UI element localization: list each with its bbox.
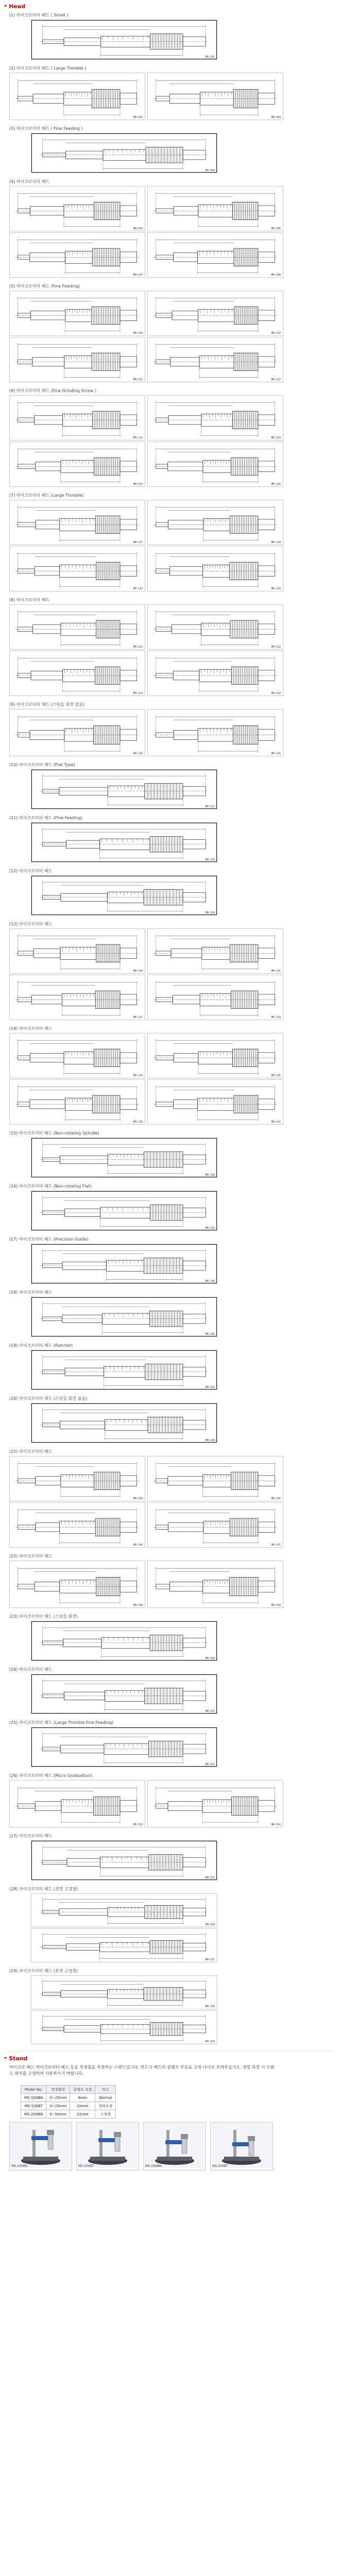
dimension-drawing (9, 1780, 145, 1827)
item-caption: (22) 마이크로미터 헤드 (9, 1554, 53, 1558)
micrometer-head-drawing (10, 709, 145, 756)
figure-id: MH-116 (271, 483, 281, 486)
micrometer-head-drawing (10, 396, 145, 440)
table-cell: 0~25mm (46, 2094, 70, 2102)
micrometer-head-drawing (10, 1781, 145, 1827)
stand-spec-table (21, 2085, 116, 2119)
micrometer-head-drawing (148, 73, 283, 120)
item-caption: (17) 마이크로미터 헤드 (Precision Guide) (9, 1237, 89, 1242)
dimension-drawing (9, 1502, 145, 1548)
table-row (21, 2094, 116, 2102)
stand-post-icon (144, 2123, 206, 2170)
dimension-drawing (31, 1975, 217, 2009)
micrometer-head-drawing (10, 651, 145, 696)
dimension-drawing (9, 651, 145, 696)
dimension-drawing (9, 395, 145, 440)
dimension-drawing (147, 1079, 283, 1125)
figure-id: MH-142 (205, 1386, 215, 1389)
item-caption: (8) 마이크로미터 헤드 (9, 598, 50, 602)
micrometer-head-drawing (10, 1456, 145, 1501)
dimension-drawing (147, 1780, 283, 1827)
item-caption: (2) 마이크로미터 헤드 ( Large Thimble ) (9, 66, 87, 71)
table-cell: 12mm (70, 2110, 95, 2119)
figure-id: MH-153 (133, 1823, 143, 1826)
micrometer-head-drawing (148, 929, 283, 973)
figure-id: MH-147 (271, 1544, 281, 1547)
micrometer-head-drawing (148, 547, 283, 591)
figure-id: MH-108 (271, 274, 281, 277)
micrometer-head-drawing (10, 337, 145, 382)
micrometer-head-drawing (10, 73, 145, 120)
dimension-drawing (147, 73, 283, 120)
figure-id: MH-151 (205, 1710, 215, 1713)
micrometer-head-drawing (31, 1894, 217, 1927)
figure-id: MH-148 (133, 1604, 143, 1607)
figure-id: MH-105 (133, 227, 143, 230)
item-caption: (11) 마이크로미터 헤드 (Fine Feeding) (9, 816, 83, 820)
item-caption: (9) 마이크로미터 헤드 (스핀들 회전 없음) (9, 702, 85, 707)
table-row (21, 2110, 116, 2119)
micrometer-head-drawing (148, 651, 283, 696)
table-cell: MS-100BT (21, 2102, 46, 2110)
item-caption: (28) 마이크로미터 헤드 (전면 고정형) (9, 1887, 78, 1891)
micrometer-head-drawing (10, 291, 145, 335)
figure-id: MH-152 (205, 1763, 215, 1766)
dimension-drawing (9, 186, 145, 231)
section-heading-text: Stand (9, 2055, 28, 2062)
dimension-drawing (31, 1297, 217, 1337)
micrometer-head-drawing (31, 823, 217, 862)
section-heading (4, 3, 25, 10)
figure-id: MH-125 (133, 752, 143, 755)
dimension-drawing (31, 1727, 217, 1767)
figure-id: MH-102 (133, 116, 143, 119)
figure-id: MH-140 (205, 1280, 215, 1283)
item-caption: (19) 마이크로미터 헤드 (Ratchet) (9, 1343, 73, 1348)
micrometer-head-drawing (148, 233, 283, 277)
micrometer-head-drawing (31, 133, 217, 173)
dimension-drawing (9, 709, 145, 756)
item-caption: (6) 마이크로미터 헤드 (Fine Grinding Screw ) (9, 388, 97, 393)
figure-id: MH-112 (271, 378, 281, 381)
dimension-drawing (9, 975, 145, 1020)
dimension-drawing (147, 709, 283, 756)
dimension-drawing (147, 975, 283, 1020)
dimension-drawing (9, 604, 145, 650)
dimension-drawing (31, 20, 217, 60)
stand-tilt-icon (77, 2123, 139, 2170)
micrometer-head-drawing (148, 442, 283, 486)
figure-id: MH-103 (271, 116, 281, 119)
micrometer-head-drawing (10, 1561, 145, 1607)
item-caption: (25) 마이크로미터 헤드 (Large Thimble Fine Feeding) (9, 1720, 114, 1725)
figure-id: MH-104 (205, 169, 215, 172)
figure-id: MH-154 (271, 1823, 281, 1826)
micrometer-head-drawing (148, 1033, 283, 1078)
stand-photo-label: MS-100BT (78, 2164, 94, 2168)
dimension-drawing (147, 928, 283, 974)
dimension-drawing (31, 1403, 217, 1443)
table-cell: 10mm (70, 2102, 95, 2110)
stand-description: 마이크로 헤드 마이크로미터 헤드 등을 측정물을 측정하는 스탠드입니다. 반드시 헤드의 클램프 부분을 고정 나사로 조여주십시오. 정밀 측정 시 스탠드 위치를 고정하여 사용하시기 바랍니다. (9, 2065, 275, 2076)
micrometer-head-drawing (31, 1674, 217, 1714)
dimension-drawing (31, 822, 217, 862)
table-cell: MS-200BN (21, 2110, 46, 2119)
dimension-drawing (9, 337, 145, 382)
figure-id: MH-114 (271, 436, 281, 439)
stand-photo (210, 2122, 273, 2171)
section-heading-text: Head (9, 3, 26, 10)
micrometer-head-drawing (10, 1033, 145, 1078)
figure-id: MH-107 (133, 274, 143, 277)
figure-id: MH-113 (133, 436, 143, 439)
figure-id: MH-158 (205, 2005, 215, 2008)
dimension-drawing (9, 291, 145, 336)
figure-id: MH-141 (205, 1333, 215, 1336)
dimension-drawing (9, 1079, 145, 1125)
figure-id: MH-110 (271, 332, 281, 335)
table-header-cell: 클램프 직경 (70, 2086, 95, 2094)
item-caption: (5) 마이크로미터 헤드 (Fine Feeding) (9, 284, 80, 289)
stand-photo (76, 2122, 139, 2171)
micrometer-head-drawing (31, 1976, 217, 2009)
dimension-drawing (147, 546, 283, 591)
dimension-drawing (147, 1502, 283, 1548)
dimension-drawing (9, 1033, 145, 1078)
dimension-drawing (31, 1621, 217, 1661)
micrometer-head-drawing (31, 1403, 217, 1443)
item-caption: (1) 마이크로미터 헤드 ( Small ) (9, 13, 69, 18)
micrometer-head-drawing (31, 1138, 217, 1177)
figure-id: MH-101 (205, 56, 215, 59)
dimension-drawing (9, 73, 145, 120)
figure-id: MH-120 (271, 587, 281, 590)
table-cell: 0~25mm (46, 2102, 70, 2110)
stand-photo-label: MS-200BT (212, 2164, 228, 2168)
figure-id: MH-156 (205, 1923, 215, 1926)
figure-id: MH-129 (205, 911, 215, 914)
dimension-drawing (31, 1928, 217, 1962)
dimension-drawing (9, 442, 145, 487)
dimension-drawing (9, 546, 145, 591)
dimension-drawing (147, 232, 283, 278)
micrometer-head-drawing (31, 1621, 217, 1660)
dimension-drawing (31, 2010, 217, 2044)
micrometer-head-drawing (148, 1456, 283, 1501)
dimension-drawing (31, 1893, 217, 1927)
dimension-drawing (147, 186, 283, 231)
dimension-drawing (9, 1561, 145, 1608)
dimension-drawing (9, 1456, 145, 1501)
item-caption: (15) 마이크로미터 헤드 (Non-rotating Spindle) (9, 1131, 99, 1136)
table-row (21, 2102, 116, 2110)
figure-id: MH-143 (205, 1439, 215, 1442)
item-caption: (3) 마이크로미터 헤드 ( Fine Feeding ) (9, 126, 83, 131)
figure-id: MH-157 (205, 1958, 215, 1961)
item-caption: (23) 마이크로미터 헤드 (스핀들 회전) (9, 1614, 78, 1619)
dimension-drawing (147, 651, 283, 696)
micrometer-head-drawing (31, 1297, 217, 1336)
micrometer-head-drawing (31, 876, 217, 915)
dimension-drawing (147, 395, 283, 440)
stand-flat-icon (10, 2123, 72, 2170)
dimension-drawing (147, 1456, 283, 1501)
table-header-cell: 측정범위 (46, 2086, 70, 2094)
figure-id: MH-124 (271, 692, 281, 695)
table-cell: 고정형 (95, 2110, 116, 2119)
figure-id: MH-155 (205, 1876, 215, 1879)
micrometer-head-drawing (148, 1080, 283, 1124)
dimension-drawing (31, 1674, 217, 1714)
dimension-drawing (147, 442, 283, 487)
figure-id: MH-159 (205, 2040, 215, 2043)
dimension-drawing (147, 337, 283, 382)
figure-id: MH-126 (271, 752, 281, 755)
dimension-drawing (31, 1350, 217, 1390)
figure-id: MH-130 (133, 970, 143, 973)
figure-id: MH-115 (133, 483, 143, 486)
dimension-drawing (147, 291, 283, 336)
figure-id: MH-119 (133, 587, 143, 590)
section-heading (4, 2055, 28, 2062)
micrometer-head-drawing (31, 770, 217, 809)
dimension-drawing (147, 1033, 283, 1078)
stand-photo (9, 2122, 72, 2171)
stand-photo-label: MS-200BN (145, 2164, 162, 2168)
dimension-drawing (31, 1191, 217, 1231)
figure-id: MH-118 (271, 541, 281, 544)
item-caption: (29) 마이크로미터 헤드 (후면 고정형) (9, 1969, 78, 1973)
micrometer-head-drawing (10, 605, 145, 649)
figure-id: MH-135 (271, 1074, 281, 1077)
figure-id: MH-121 (133, 646, 143, 649)
dimension-drawing (31, 133, 217, 173)
micrometer-head-drawing (10, 500, 145, 545)
stand-photo-label: MS-100BN (11, 2164, 28, 2168)
item-caption: (13) 마이크로미터 헤드 (9, 922, 53, 926)
micrometer-head-drawing (31, 1929, 217, 1962)
figure-id: MH-122 (271, 646, 281, 649)
micrometer-head-drawing (148, 709, 283, 756)
micrometer-head-drawing (10, 187, 145, 231)
stand-ring-icon (211, 2123, 272, 2170)
item-caption: (10) 마이크로미터 헤드 (Flat Type) (9, 762, 75, 767)
micrometer-head-drawing (148, 1561, 283, 1607)
figure-id: MH-149 (271, 1604, 281, 1607)
micrometer-head-drawing (31, 1727, 217, 1767)
table-cell: Normal (95, 2094, 116, 2102)
micrometer-head-drawing (31, 2011, 217, 2044)
item-caption: (24) 마이크로미터 헤드 (9, 1667, 53, 1672)
micrometer-head-drawing (148, 1781, 283, 1827)
figure-id: MH-138 (205, 1174, 215, 1177)
figure-id: MH-136 (133, 1121, 143, 1124)
dimension-drawing (147, 1561, 283, 1608)
micrometer-head-drawing (148, 1503, 283, 1547)
dimension-drawing (31, 875, 217, 916)
section-marker-icon: * (4, 4, 7, 10)
figure-id: MH-109 (133, 332, 143, 335)
micrometer-head-drawing (10, 233, 145, 277)
micrometer-head-drawing (10, 975, 145, 1020)
micrometer-head-drawing (148, 187, 283, 231)
figure-id: MH-111 (133, 378, 143, 381)
micrometer-head-drawing (148, 337, 283, 382)
dimension-drawing (31, 769, 217, 809)
item-caption: (27) 마이크로미터 헤드 (9, 1834, 53, 1838)
figure-id: MH-134 (133, 1074, 143, 1077)
table-header-cell: 비고 (95, 2086, 116, 2094)
item-caption: (26) 마이크로미터 헤드 (Micro Graduation) (9, 1773, 92, 1778)
item-caption: (12) 마이크로미터 헤드 (9, 869, 53, 873)
figure-id: MH-127 (205, 805, 215, 808)
dimension-drawing (9, 928, 145, 974)
micrometer-head-drawing (148, 396, 283, 440)
micrometer-head-drawing (31, 1244, 217, 1283)
micrometer-head-drawing (10, 1503, 145, 1547)
micrometer-head-drawing (10, 442, 145, 486)
table-cell: 8mm (70, 2094, 95, 2102)
micrometer-head-drawing (10, 929, 145, 973)
figure-id: MH-132 (133, 1016, 143, 1019)
dimension-drawing (31, 1244, 217, 1284)
dimension-drawing (31, 1138, 217, 1178)
figure-id: MH-145 (271, 1497, 281, 1500)
figure-id: MH-123 (133, 692, 143, 695)
micrometer-head-drawing (148, 291, 283, 335)
micrometer-head-drawing (31, 1841, 217, 1880)
item-caption: (14) 마이크로미터 헤드 (9, 1026, 53, 1031)
table-header-row (21, 2086, 116, 2094)
figure-id: MH-144 (133, 1497, 143, 1500)
micrometer-head-drawing (31, 20, 217, 59)
item-caption: (16) 마이크로미터 헤드 (Non-rotating Flat) (9, 1184, 92, 1189)
figure-id: MH-128 (205, 858, 215, 861)
dimension-drawing (9, 500, 145, 545)
micrometer-head-drawing (31, 1350, 217, 1389)
micrometer-head-drawing (148, 500, 283, 545)
micrometer-head-drawing (148, 605, 283, 649)
figure-id: MH-150 (205, 1657, 215, 1660)
table-cell: 상하조정 (95, 2102, 116, 2110)
item-caption: (4) 마이크로미터 헤드 (9, 179, 50, 184)
table-cell: MS-100BN (21, 2094, 46, 2102)
figure-id: MH-139 (205, 1227, 215, 1230)
dimension-drawing (31, 1840, 217, 1880)
figure-id: MH-106 (271, 227, 281, 230)
item-caption: (20) 마이크로미터 헤드 (스핀들 회전 없음) (9, 1396, 88, 1401)
section-divider (4, 2051, 334, 2052)
figure-id: MH-133 (271, 1016, 281, 1019)
dimension-drawing (9, 232, 145, 278)
micrometer-head-drawing (10, 1080, 145, 1124)
table-cell: 0~50mm (46, 2110, 70, 2119)
figure-id: MH-146 (133, 1544, 143, 1547)
figure-id: MH-131 (271, 970, 281, 973)
micrometer-head-drawing (31, 1191, 217, 1230)
item-caption: (21) 마이크로미터 헤드 (9, 1449, 53, 1454)
micrometer-head-drawing (148, 975, 283, 1020)
table-header-cell: Model No. (21, 2086, 46, 2094)
figure-id: MH-117 (133, 541, 143, 544)
stand-photo (143, 2122, 206, 2171)
section-marker-icon: * (4, 2056, 7, 2062)
dimension-drawing (147, 604, 283, 650)
item-caption: (18) 마이크로미터 헤드 (9, 1290, 53, 1295)
dimension-drawing (147, 500, 283, 545)
figure-id: MH-137 (271, 1121, 281, 1124)
item-caption: (7) 마이크로미터 헤드 (Large Thimble) (9, 493, 84, 498)
micrometer-head-drawing (10, 547, 145, 591)
